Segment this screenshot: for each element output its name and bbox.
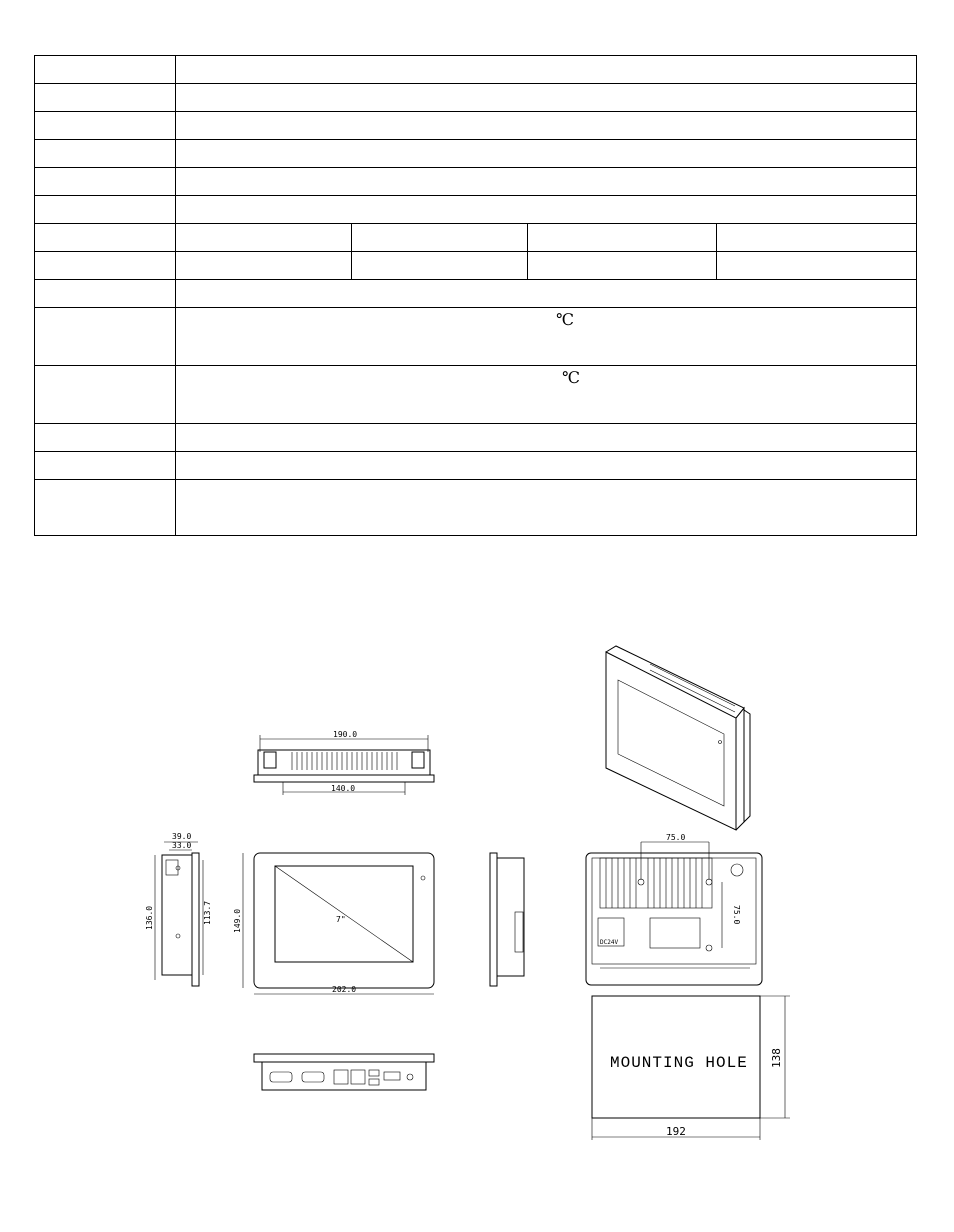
cutout-title: MOUNTING HOLE xyxy=(610,1054,748,1072)
table-row xyxy=(35,84,917,112)
row-cell xyxy=(352,224,528,252)
top-inner-label: 140.0 xyxy=(331,784,356,793)
rear-heatsink xyxy=(600,858,712,908)
side-depth-label: 39.0 xyxy=(172,832,192,841)
row-value xyxy=(176,280,917,308)
row-cell xyxy=(352,252,528,280)
table-row xyxy=(35,196,917,224)
table-row xyxy=(35,112,917,140)
row-cell xyxy=(717,252,917,280)
table-row xyxy=(35,252,917,280)
power-label: DC24V xyxy=(600,939,619,946)
side-depth-inner-label: 33.0 xyxy=(172,841,192,850)
isometric-view xyxy=(606,646,750,830)
row-label xyxy=(35,280,176,308)
row-label xyxy=(35,84,176,112)
row-label xyxy=(35,480,176,536)
cutout-width-label: 192 xyxy=(666,1125,686,1138)
row-value xyxy=(176,196,917,224)
degree-symbol: ℃ xyxy=(562,368,580,387)
row-cell xyxy=(717,224,917,252)
table-row xyxy=(35,308,917,366)
degree-symbol: ℃ xyxy=(556,310,574,329)
row-cell xyxy=(528,224,717,252)
row-value xyxy=(176,112,917,140)
table-row xyxy=(35,480,917,536)
row-label xyxy=(35,424,176,452)
top-view xyxy=(254,730,434,795)
side-height-label: 136.0 xyxy=(145,905,154,930)
screen-size-label: 7" xyxy=(336,915,346,924)
row-value xyxy=(176,452,917,480)
rear-view xyxy=(586,833,762,985)
table-row xyxy=(35,452,917,480)
front-height-label: 149.0 xyxy=(233,908,242,933)
rear-v-spacing-label: 75.0 xyxy=(732,905,741,925)
technical-drawing xyxy=(0,600,954,1160)
row-label xyxy=(35,140,176,168)
row-value xyxy=(176,366,917,424)
cutout-height-label: 138 xyxy=(770,1048,783,1068)
side-inner-height-label: 113.7 xyxy=(203,900,212,925)
row-label xyxy=(35,366,176,424)
table-row xyxy=(35,424,917,452)
rear-h-spacing-label: 75.0 xyxy=(666,833,686,842)
row-label xyxy=(35,252,176,280)
table-row xyxy=(35,56,917,84)
row-label xyxy=(35,56,176,84)
table-row xyxy=(35,168,917,196)
row-cell xyxy=(528,252,717,280)
row-label xyxy=(35,308,176,366)
table-row xyxy=(35,280,917,308)
table-row xyxy=(35,366,917,424)
row-value xyxy=(176,168,917,196)
row-value xyxy=(176,56,917,84)
row-value xyxy=(176,480,917,536)
row-cell xyxy=(176,224,352,252)
row-label xyxy=(35,224,176,252)
row-value xyxy=(176,140,917,168)
side-view-left xyxy=(145,832,212,986)
row-value xyxy=(176,424,917,452)
row-label xyxy=(35,452,176,480)
bottom-view xyxy=(254,1054,434,1090)
row-cell xyxy=(176,252,352,280)
spec-table xyxy=(34,55,917,536)
row-label xyxy=(35,196,176,224)
row-value xyxy=(176,308,917,366)
table-row xyxy=(35,224,917,252)
front-view xyxy=(233,853,434,994)
front-width-label: 202.0 xyxy=(332,985,357,994)
row-label xyxy=(35,112,176,140)
row-label xyxy=(35,168,176,196)
table-row xyxy=(35,140,917,168)
side-view-right xyxy=(490,853,524,986)
top-width-label: 190.0 xyxy=(333,730,358,739)
row-value xyxy=(176,84,917,112)
heatsink-fins xyxy=(292,752,397,770)
mounting-hole-cutout xyxy=(592,996,790,1140)
